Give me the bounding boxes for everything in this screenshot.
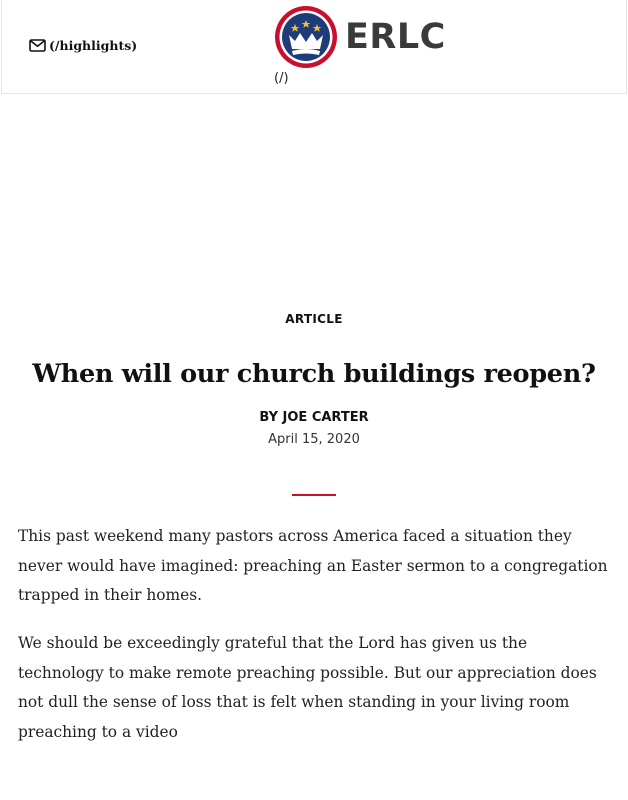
logo-home-link[interactable]: (/) <box>274 71 289 86</box>
title-divider <box>292 494 336 496</box>
highlights-link[interactable] <box>29 38 137 53</box>
highlights-link-label: (/highlights) <box>49 38 138 53</box>
article-title: When will our church buildings reopen? <box>32 359 596 389</box>
author-link[interactable]: BY JOE CARTER <box>259 410 369 425</box>
site-logo[interactable] <box>274 5 446 69</box>
article-byline <box>0 410 628 425</box>
site-header <box>1 0 627 94</box>
crown-emblem-icon <box>274 5 338 69</box>
article-paragraph: We should be exceedingly grateful that the Lord has given us the technology to make remote preaching possible. But our appreciation does not dull the sense of loss that is felt when standing in your living room preaching to a video <box>18 634 597 741</box>
article-paragraph: This past weekend many pastors across America faced a situation they never would have imagined: preaching an Easter sermon to a congregation trapped in their homes. <box>18 527 608 604</box>
article-date: April 15, 2020 <box>268 432 360 447</box>
logo-wordmark: ERLC <box>345 16 446 57</box>
envelope-icon <box>29 39 46 52</box>
article-type-label: ARTICLE <box>285 312 343 326</box>
